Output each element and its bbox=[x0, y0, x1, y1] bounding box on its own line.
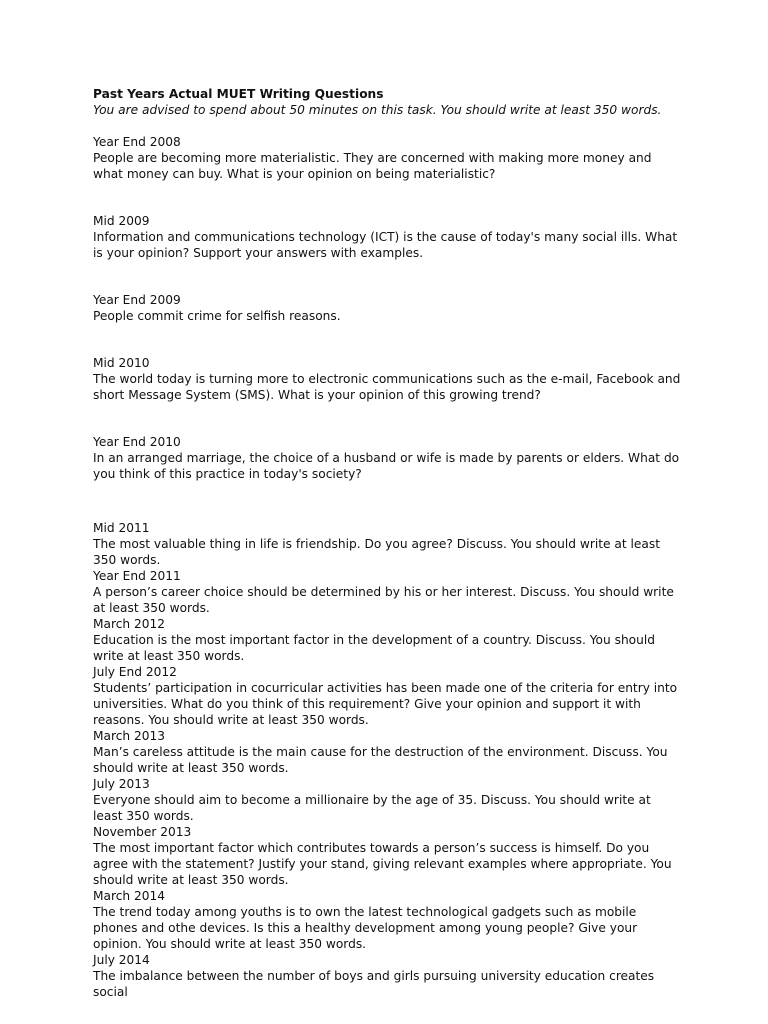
document-page bbox=[93, 86, 683, 1000]
question-label: Year End 2008 bbox=[93, 135, 181, 149]
question-text: Information and communications technology (ICT) is the cause of today's many social ills. What is your opinion? Support your answers with examples. bbox=[93, 230, 678, 260]
question-text: People are becoming more materialistic. They are concerned with making more money and what money can buy. What is your opinion on being materialistic? bbox=[93, 151, 652, 181]
question-entry bbox=[93, 292, 683, 324]
question-text: Students’ participation in cocurricular activities has been made one of the criteria for entry into universities. What do you think of this requirement? Give your opinion and support it with reasons. You should write at least 350 words. bbox=[93, 681, 678, 727]
question-text: Man’s careless attitude is the main cause for the destruction of the environment. Discuss. You should write at least 350 words. bbox=[93, 745, 668, 775]
question-label: November 2013 bbox=[93, 825, 192, 839]
question-entry bbox=[93, 520, 683, 568]
question-text: The imbalance between the number of boys and girls pursuing university education creates social bbox=[93, 969, 655, 999]
question-entry bbox=[93, 888, 683, 952]
question-entry bbox=[93, 355, 683, 403]
question-entry bbox=[93, 616, 683, 664]
question-label: March 2014 bbox=[93, 889, 166, 903]
question-text: A person’s career choice should be determined by his or her interest. Discuss. You should write at least 350 words. bbox=[93, 585, 674, 615]
question-text: The most important factor which contributes towards a person’s success is himself. Do you agree with the statement? Justify your stand, giving relevant examples where appropriate. You should write at least 350 words. bbox=[93, 841, 672, 887]
question-label: July 2014 bbox=[93, 953, 150, 967]
question-entry bbox=[93, 776, 683, 824]
question-text: Education is the most important factor in the development of a country. Discuss. You should write at least 350 words. bbox=[93, 633, 655, 663]
question-label: Mid 2009 bbox=[93, 214, 150, 228]
question-label: March 2013 bbox=[93, 729, 166, 743]
question-label: Mid 2011 bbox=[93, 521, 150, 535]
document-instructions: You are advised to spend about 50 minutes on this task. You should write at least 350 words. bbox=[93, 103, 662, 117]
question-text: Everyone should aim to become a millionaire by the age of 35. Discuss. You should write at least 350 words. bbox=[93, 793, 651, 823]
question-label: Year End 2009 bbox=[93, 293, 181, 307]
question-label: July 2013 bbox=[93, 777, 150, 791]
question-entry bbox=[93, 213, 683, 261]
question-text: The most valuable thing in life is friendship. Do you agree? Discuss. You should write at least 350 words. bbox=[93, 537, 660, 567]
question-label: March 2012 bbox=[93, 617, 166, 631]
question-text: People commit crime for selfish reasons. bbox=[93, 309, 341, 323]
question-entry bbox=[93, 952, 683, 1000]
question-entry bbox=[93, 434, 683, 482]
question-entry bbox=[93, 134, 683, 182]
question-entry bbox=[93, 664, 683, 728]
document-title: Past Years Actual MUET Writing Questions bbox=[93, 87, 384, 101]
question-entry bbox=[93, 728, 683, 776]
question-text: The trend today among youths is to own the latest technological gadgets such as mobile phones and othe devices. Is this a healthy development among young people? Give your opinion. You should write at least 350 words. bbox=[93, 905, 638, 951]
question-label: Year End 2010 bbox=[93, 435, 181, 449]
question-entry bbox=[93, 568, 683, 616]
question-label: Mid 2010 bbox=[93, 356, 150, 370]
question-label: Year End 2011 bbox=[93, 569, 181, 583]
question-text: In an arranged marriage, the choice of a husband or wife is made by parents or elders. What do you think of this practice in today's society? bbox=[93, 451, 680, 481]
question-entry bbox=[93, 824, 683, 888]
question-label: July End 2012 bbox=[93, 665, 177, 679]
question-text: The world today is turning more to electronic communications such as the e-mail, Facebook and short Message System (SMS). What is your opinion of this growing trend? bbox=[93, 372, 681, 402]
